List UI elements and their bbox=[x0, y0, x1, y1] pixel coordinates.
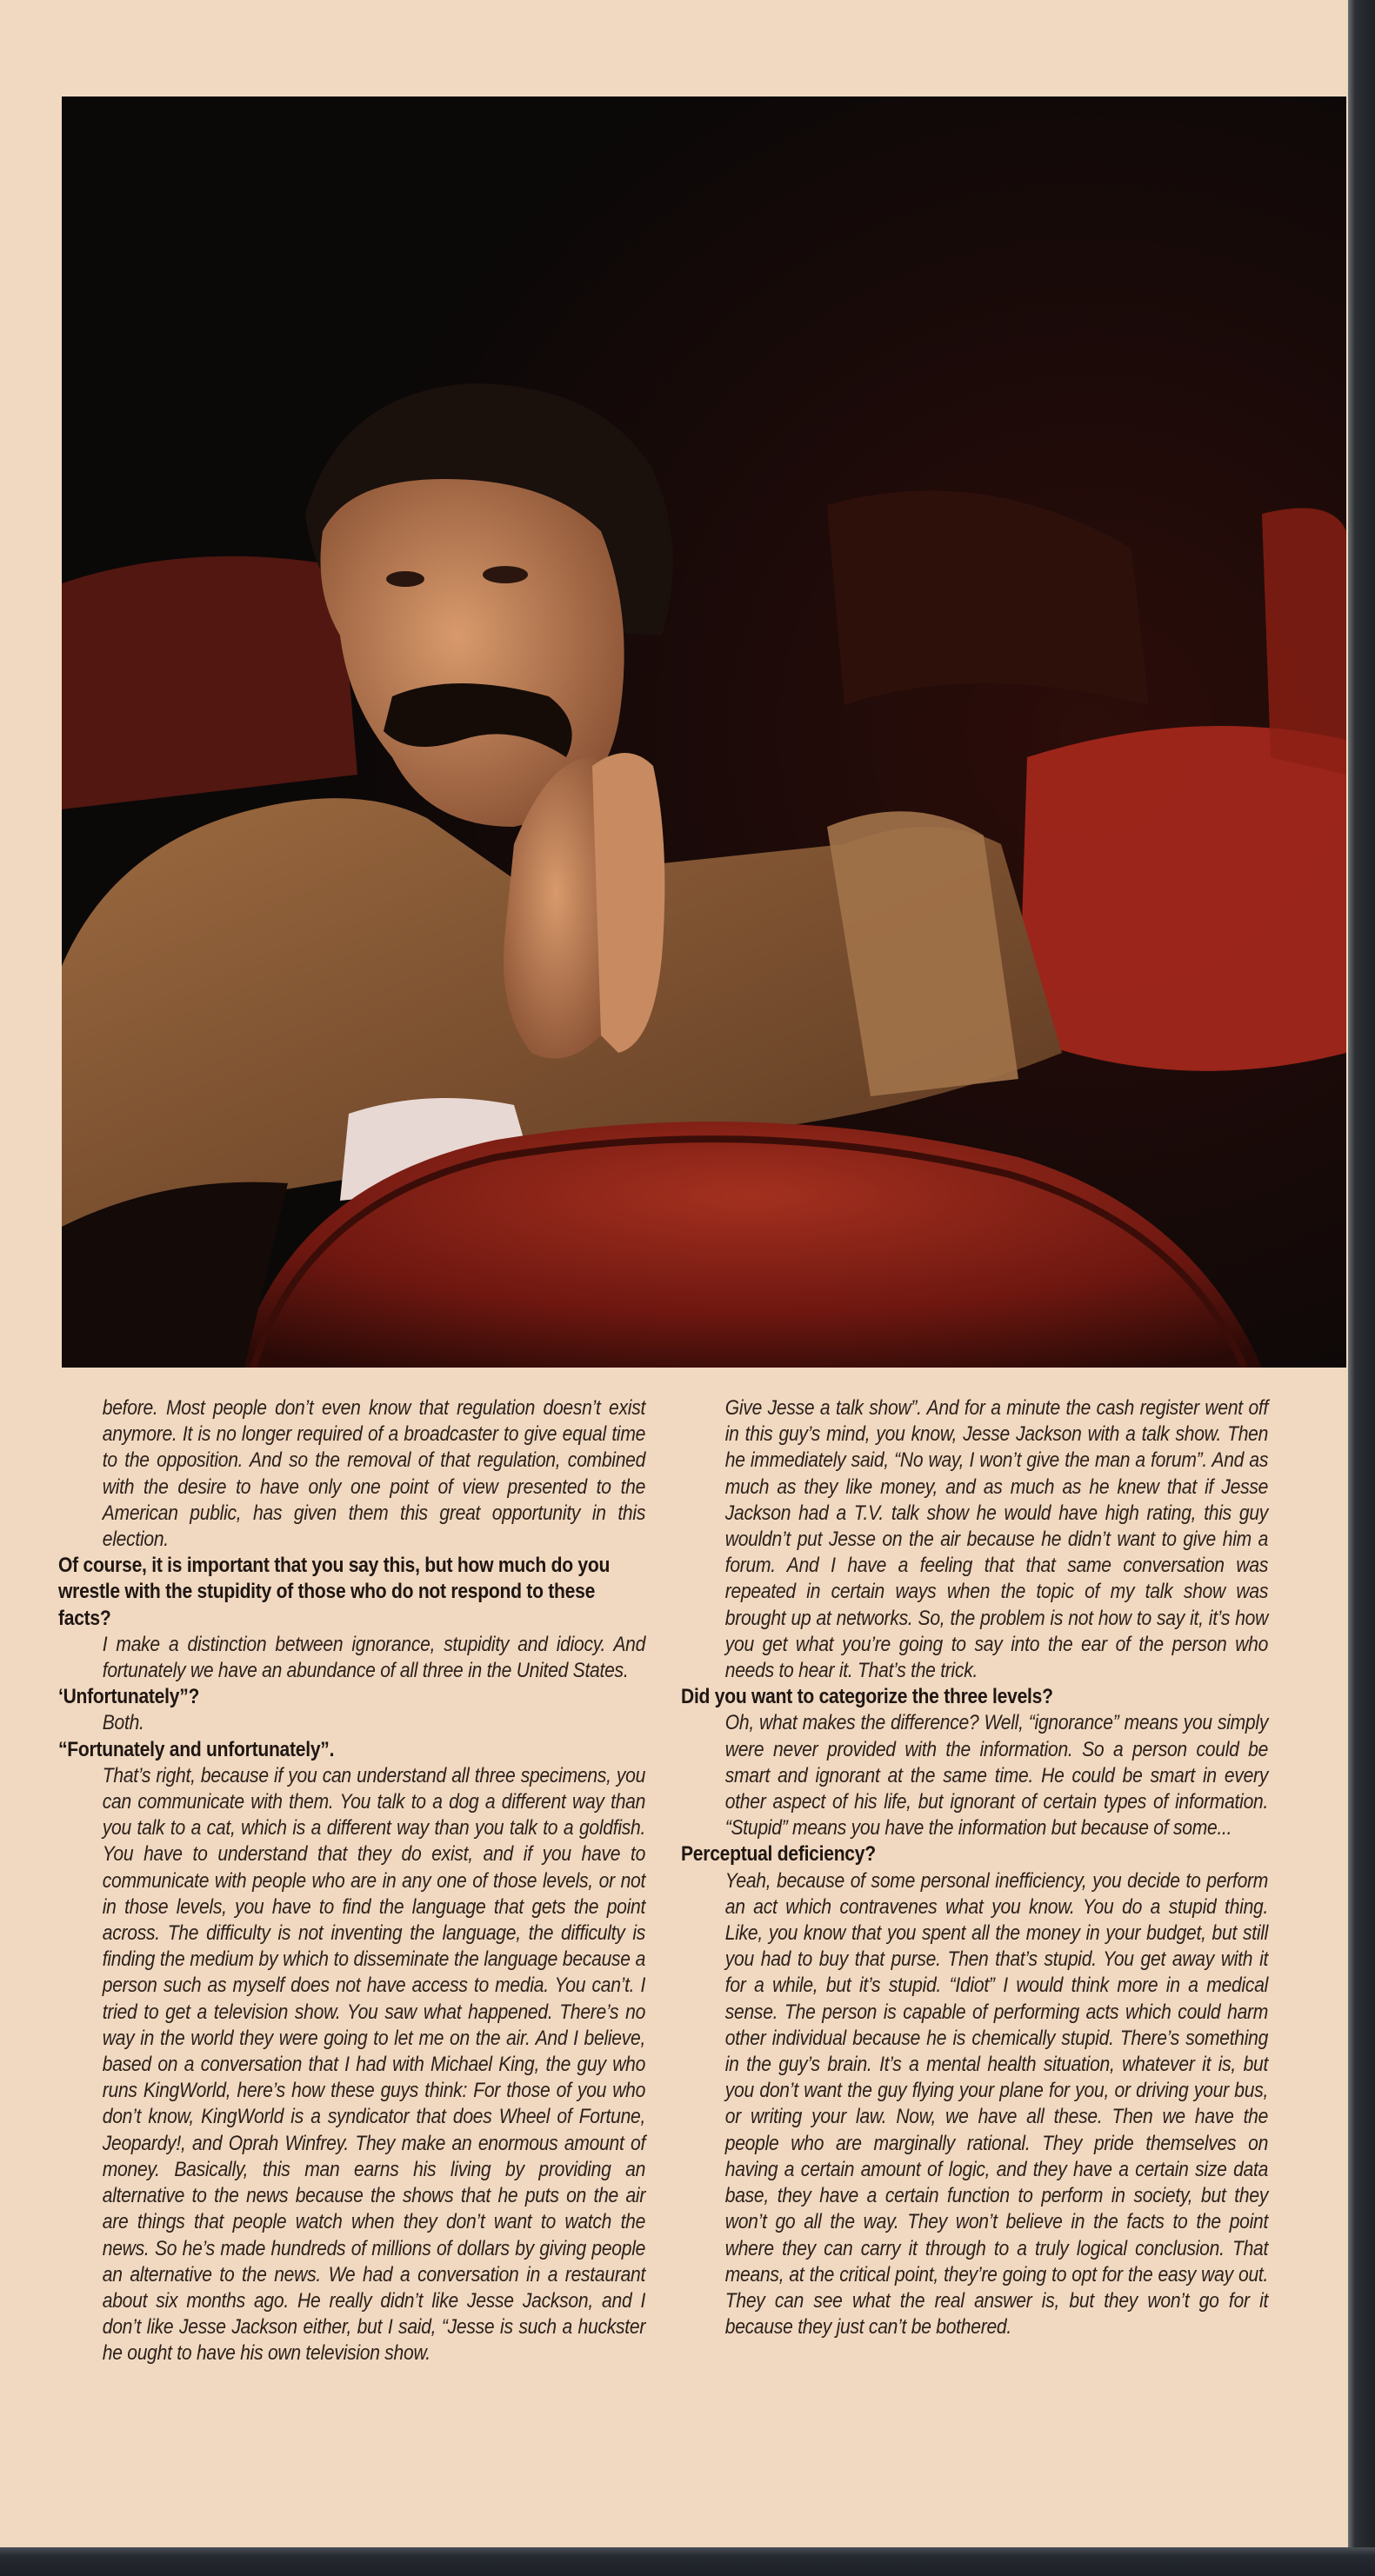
left-question-2: ‘Unfortunately”? bbox=[58, 1685, 200, 1709]
right-question-2: Perceptual deficiency? bbox=[681, 1842, 876, 1867]
left-answer-3: That’s right, because if you can understand all three specimens, you can communicate with them. You talk to a dog a different way than you talk to a cat, which is a different way than you talk to a goldfish. You have to understand that they do exist, and if you have to communicate with people who are in any one of those levels, or not in those levels, you have to find the language that gets the point across. The difficulty is not inventing the language, the difficulty is finding the medium by which to disseminate the language because a person such as myself does not have access to media. You can’t. I tried to get a television show. You saw what happened. There’s no way in the world they were going to let me on the air. And I believe, based on a conversation that I had with Michael King, the guy who runs KingWorld, here’s how these guys think: For those of you who don’t know, KingWorld is a syndicator that does Wheel of Fortune, Jeopardy!, and Oprah Winfrey. They make an enormous amount of money. Basically, this man earns his living by providing an alternative to the news because the shows that he puts on the air are things that people watch when they don’t want to watch the news. So he’s made hundreds of millions of dollars by giving people an alternative to the news. We had a conversation in a restaurant about six months ago. He really didn’t like Jesse Jackson, and I don’t like Jesse Jackson either, but I said, “Jesse is such a huckster he ought to have his own television show. bbox=[102, 1763, 646, 2366]
left-text-column bbox=[58, 1395, 645, 2367]
left-answer-2: Both. bbox=[102, 1711, 144, 1735]
left-paragraph-continued: before. Most people don’t even know that regulation doesn’t exist anymore. It is no longer required of a broadcaster to give equal time to the opposition. And so the removal of that regulation, combined with the desire to have only one point of view presented to the American public, has given them this great opportunity in this election. bbox=[102, 1396, 646, 1552]
scan-edge-bottom bbox=[0, 2547, 1375, 2576]
scan-edge-right bbox=[1348, 0, 1375, 2576]
photo bbox=[62, 97, 1346, 1368]
right-paragraph-continued: Give Jesse a talk show”. And for a minute the cash register went off in this guy’s mind, you know, Jesse Jackson with a talk show. Then he immediately said, “No way, I won’t give the man a forum”. And as much as they like money, and as much as he knew that if Jesse Jackson had a T.V. talk show he would have high rating, this guy wouldn’t put Jesse on the air because he didn’t want to give him a forum. And I have a feeling that that same conversation was repeated in certain ways when the topic of my talk show was brought up at networks. So, the problem is not how to say it, it’s how you get what you’re going to say into the ear of the person who needs to hear it. That’s the trick. bbox=[724, 1396, 1269, 1683]
right-answer-1: Oh, what makes the difference? Well, “ignorance” means you simply were never provided with the information. So a person could be smart and ignorant at the same time. He could be smart in every other aspect of his life, but ignorant of certain types of information. “Stupid” means you have the information but because of some... bbox=[724, 1711, 1269, 1840]
right-answer-2: Yeah, because of some personal inefficiency, you decide to perform an act which contravenes what you know. You do a stupid thing. Like, you know that you spent all the money in your budget, but still you had to buy that purse. Then that’s stupid. You get away with it for a while, but it’s stupid. “Idiot” I would think more in a medical sense. The person is capable of performing acts which could harm other individual because he is chemically stupid. There’s something in the guy’s brain. It’s a mental health situation, whatever it is, but you don’t want the guy flying your plane for you, or driving your bus, or writing your law. Now, we have all these. Then we have the people who are marginally rational. They pride themselves on having a certain amount of logic, and they have a certain size data base, they have a certain function to perform in society, but they won’t go all the way. They won’t believe in the facts to the point where they can carry it through to a truly logical conclusion. That means, at the critical point, they’re going to opt for the easy way out. They can see what the real answer is, but they won’t go for it because they just can’t be bothered. bbox=[724, 1868, 1269, 2340]
left-question-3: “Fortunately and unfortunately”. bbox=[58, 1737, 335, 1761]
left-question-1: Of course, it is important that you say this, but how much do you wrestle with the stupidity of those who do not respond to these facts? bbox=[58, 1554, 611, 1630]
left-answer-1: I make a distinction between ignorance, stupidity and idiocy. And fortunately we have an abundance of all three in the United States. bbox=[102, 1632, 646, 1683]
photo-of-man-in-theater-seat bbox=[62, 97, 1346, 1368]
right-question-1: Did you want to categorize the three levels? bbox=[681, 1685, 1053, 1709]
right-text-column bbox=[681, 1395, 1268, 2340]
